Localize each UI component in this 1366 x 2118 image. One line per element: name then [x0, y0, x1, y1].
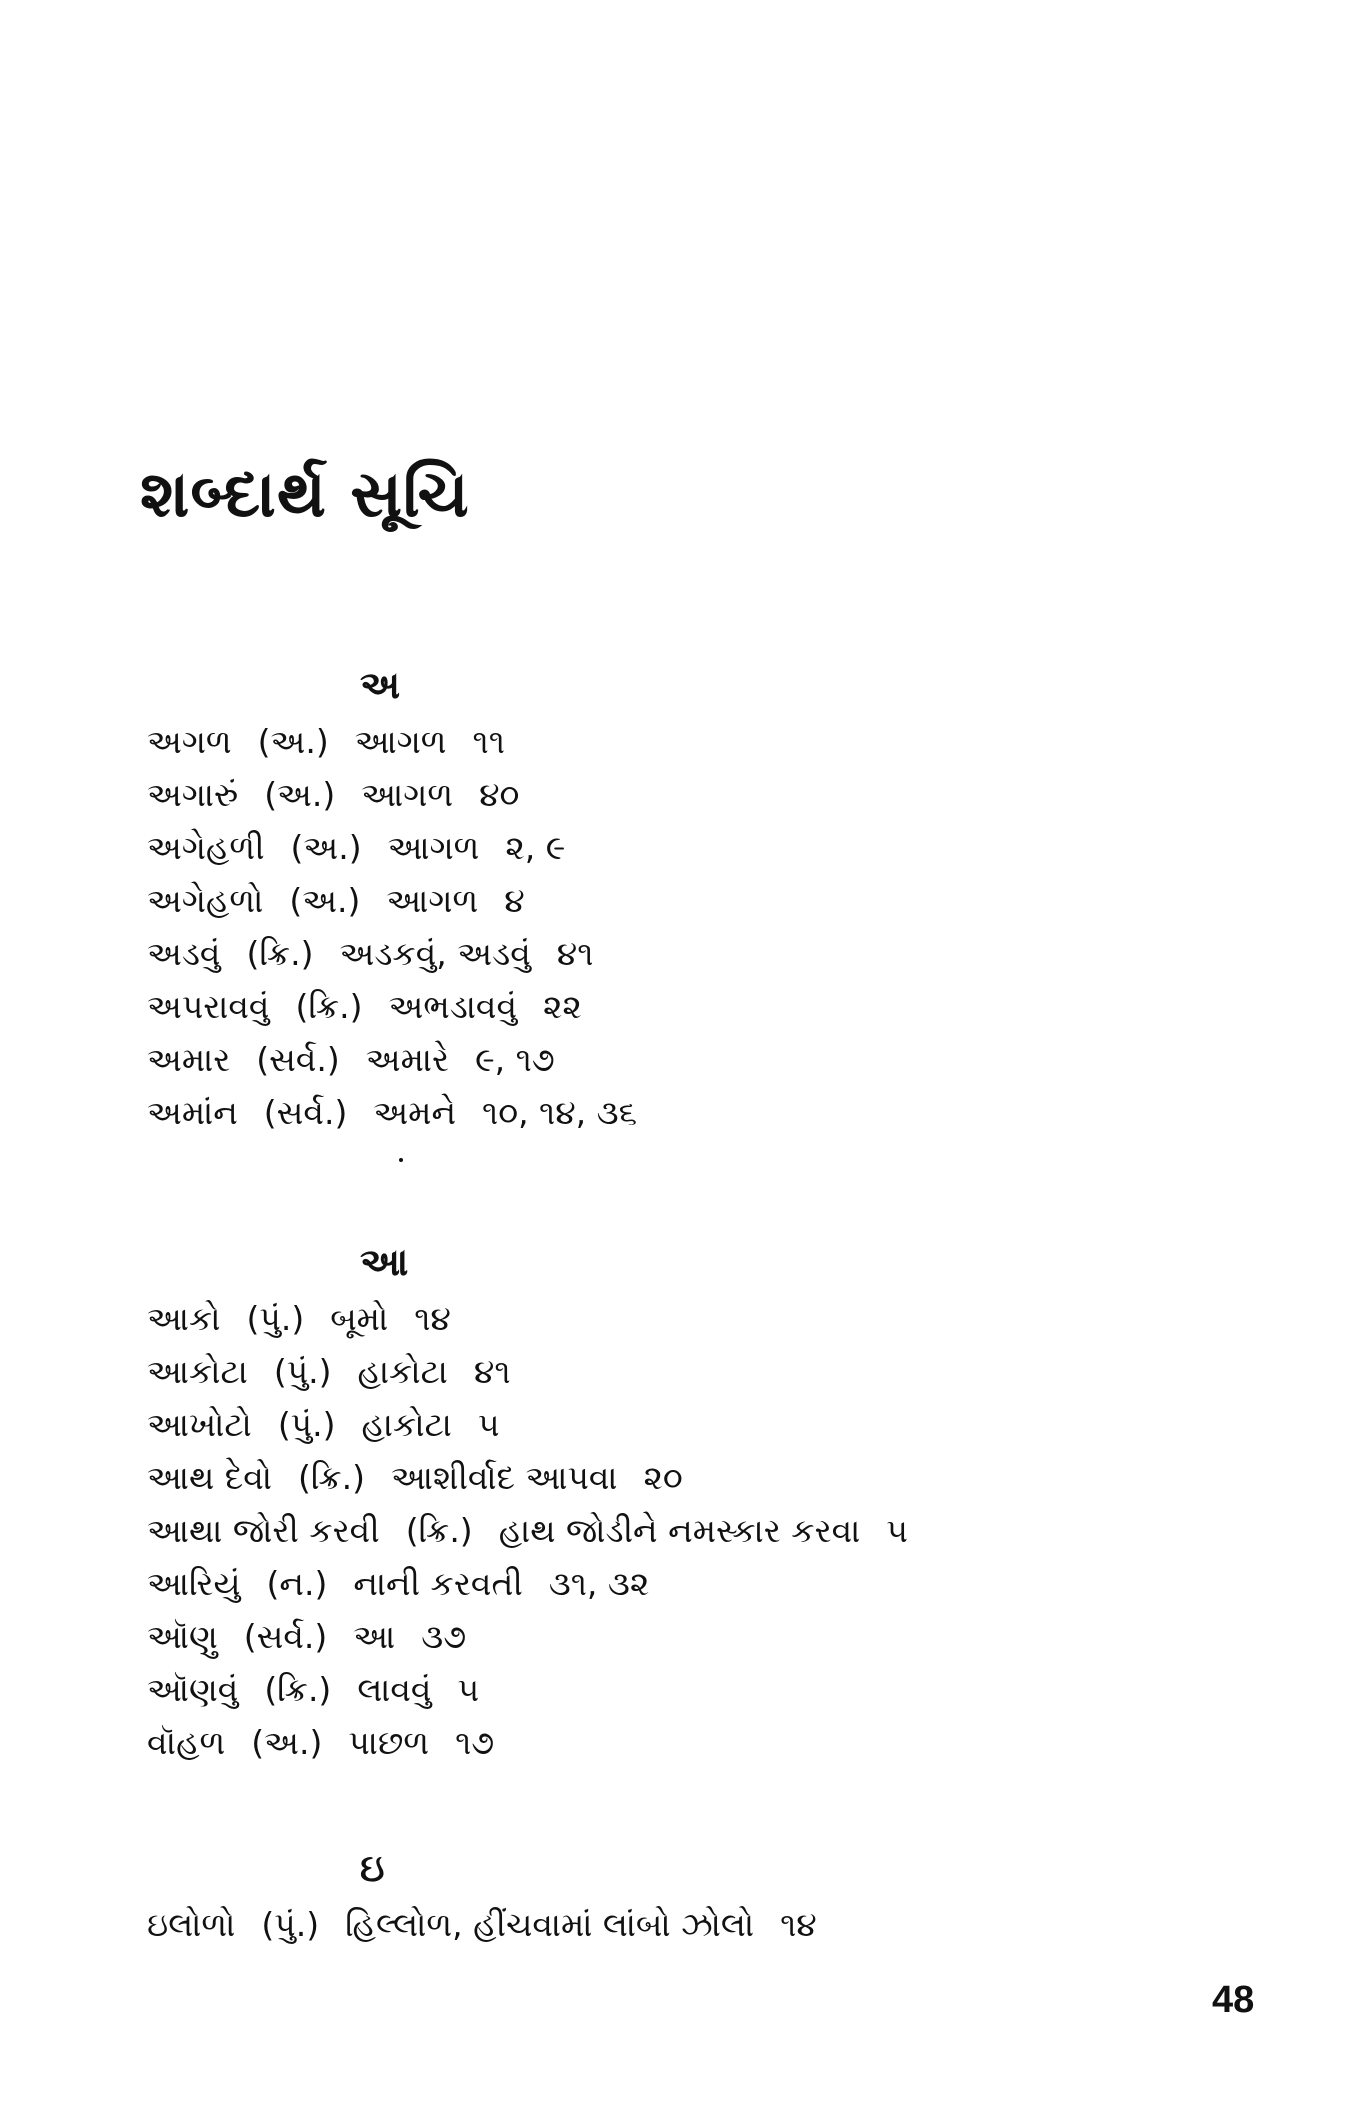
- entry-refs: ૪: [504, 881, 525, 920]
- section-letter: ઇ: [360, 1846, 385, 1890]
- entry-meaning: આગળ: [387, 828, 480, 867]
- entry-refs: ૩૧, ૩૨: [548, 1564, 650, 1603]
- entry-pos: (ન.): [266, 1564, 328, 1603]
- entry-meaning: પાછળ: [348, 1723, 430, 1762]
- entry-pos: (સર્વ.): [263, 1093, 348, 1132]
- entry-pos: (સર્વ.): [256, 1040, 340, 1079]
- glossary-entry: [147, 980, 1247, 1033]
- scan-speck: [399, 1158, 403, 1162]
- entry-pos: (અ.): [257, 722, 329, 761]
- glossary-section: [147, 1838, 1247, 1951]
- entry-pos: (પું.): [246, 1299, 305, 1338]
- entry-meaning: હાકોટા: [357, 1352, 448, 1391]
- entry-refs: ૧૦, ૧૪, ૩૬: [482, 1093, 638, 1132]
- entry-pos: (ક્રિ.): [298, 1458, 366, 1497]
- entry-meaning: આગળ: [354, 722, 447, 761]
- entry-refs: ૫: [477, 1405, 500, 1444]
- entry-refs: ૨૦: [643, 1458, 683, 1497]
- entry-pos: (પું.): [261, 1905, 320, 1944]
- glossary-entry: [147, 1292, 1247, 1345]
- glossary-entry: [147, 715, 1247, 768]
- glossary-entry: [147, 1504, 1247, 1557]
- entry-refs: ૪૦: [479, 775, 520, 814]
- entry-refs: ૫: [457, 1670, 480, 1709]
- entry-refs: ૯, ૧૭: [475, 1040, 555, 1079]
- glossary-entry: [147, 1663, 1247, 1716]
- entry-refs: ૪૧: [556, 934, 594, 973]
- entry-refs: ૪૧: [473, 1352, 511, 1391]
- entry-pos: (ક્રિ.): [264, 1670, 332, 1709]
- entry-meaning: આ: [353, 1617, 396, 1656]
- glossary-entry: [147, 1033, 1247, 1086]
- entry-meaning: આગળ: [361, 775, 454, 814]
- entry-word: આથ દેવો: [147, 1458, 273, 1497]
- entry-list: [147, 715, 1247, 1139]
- entry-word: અમાર: [147, 1040, 231, 1079]
- entry-meaning: અમારે: [365, 1040, 450, 1079]
- entry-refs: ૨૨: [543, 987, 582, 1026]
- entry-refs: ૨, ૯: [505, 828, 566, 867]
- glossary-entry: [147, 1557, 1247, 1610]
- entry-meaning: હાથ જોડીને નમસ્કાર કરવા: [498, 1511, 861, 1550]
- entry-word: અગેહળી: [147, 828, 265, 867]
- entry-pos: (અ.): [251, 1723, 323, 1762]
- entry-pos: (અ.): [264, 775, 336, 814]
- entry-meaning: બૂમો: [330, 1299, 389, 1338]
- entry-refs: ૧૧: [472, 722, 505, 761]
- section-letter: અ: [360, 663, 401, 707]
- entry-pos: (સર્વ.): [243, 1617, 328, 1656]
- entry-refs: ૫: [886, 1511, 908, 1550]
- entry-pos: (ક્રિ.): [405, 1511, 473, 1550]
- glossary-entry: [147, 821, 1247, 874]
- entry-refs: ૧૪: [414, 1299, 451, 1338]
- glossary-entry: [147, 1345, 1247, 1398]
- entry-word: અપરાવવું: [147, 987, 270, 1026]
- glossary-entry: [147, 874, 1247, 927]
- entry-word: અગેહળો: [147, 881, 264, 920]
- entry-word: અડવું: [147, 934, 221, 973]
- entry-word: ઑણવું: [147, 1670, 239, 1709]
- page-title: શબ્દાર્થ સૂચિ: [140, 458, 470, 532]
- entry-pos: (પું.): [273, 1352, 332, 1391]
- entry-pos: (અ.): [289, 881, 361, 920]
- entry-refs: ૧૪: [780, 1905, 817, 1944]
- entry-word: અગળ: [147, 722, 232, 761]
- entry-meaning: આશીર્વાદ આપવા: [391, 1458, 618, 1497]
- entry-meaning: લાવવું: [357, 1670, 432, 1709]
- entry-word: ઑણુ: [147, 1617, 218, 1656]
- entry-refs: ૧૭: [455, 1723, 495, 1762]
- glossary-section: [147, 655, 1247, 1139]
- glossary-entry: [147, 1398, 1247, 1451]
- entry-pos: (પું.): [277, 1405, 336, 1444]
- entry-word: આકો: [147, 1299, 221, 1338]
- entry-word: અગારું: [147, 775, 239, 814]
- entry-list: [147, 1292, 1247, 1769]
- glossary-section: [147, 1232, 1247, 1769]
- glossary-entry: [147, 1451, 1247, 1504]
- entry-word: વૉહળ: [147, 1723, 226, 1762]
- glossary-entry: [147, 1716, 1247, 1769]
- page-number: 48: [1212, 1979, 1255, 2021]
- entry-meaning: આગળ: [386, 881, 479, 920]
- entry-word: અમાંન: [147, 1093, 238, 1132]
- entry-word: ઇલોળો: [147, 1905, 236, 1944]
- glossary-entry: [147, 768, 1247, 821]
- entry-word: આકોટા: [147, 1352, 248, 1391]
- entry-word: આથા જોરી કરવી: [147, 1511, 380, 1550]
- entry-pos: (ક્રિ.): [246, 934, 314, 973]
- entry-meaning: અમને: [373, 1093, 457, 1132]
- glossary-entry: [147, 1898, 1247, 1951]
- glossary-entry: [147, 927, 1247, 980]
- entry-meaning: અભડાવવું: [388, 987, 518, 1026]
- glossary-entry: [147, 1086, 1247, 1139]
- entry-meaning: અડકવું, અડવું: [339, 934, 531, 973]
- entry-meaning: હિલ્લોળ, હીંચવામાં લાંબો ઝોલો: [345, 1905, 755, 1944]
- entry-word: આખોટો: [147, 1405, 252, 1444]
- entry-pos: (અ.): [290, 828, 362, 867]
- entry-list: [147, 1898, 1247, 1951]
- entry-refs: ૩૭: [421, 1617, 467, 1656]
- section-letter: આ: [360, 1240, 409, 1284]
- glossary-entry: [147, 1610, 1247, 1663]
- entry-word: આરિયું: [147, 1564, 241, 1603]
- entry-pos: (ક્રિ.): [295, 987, 363, 1026]
- entry-meaning: નાની કરવતી: [353, 1564, 523, 1603]
- entry-meaning: હાકોટા: [361, 1405, 452, 1444]
